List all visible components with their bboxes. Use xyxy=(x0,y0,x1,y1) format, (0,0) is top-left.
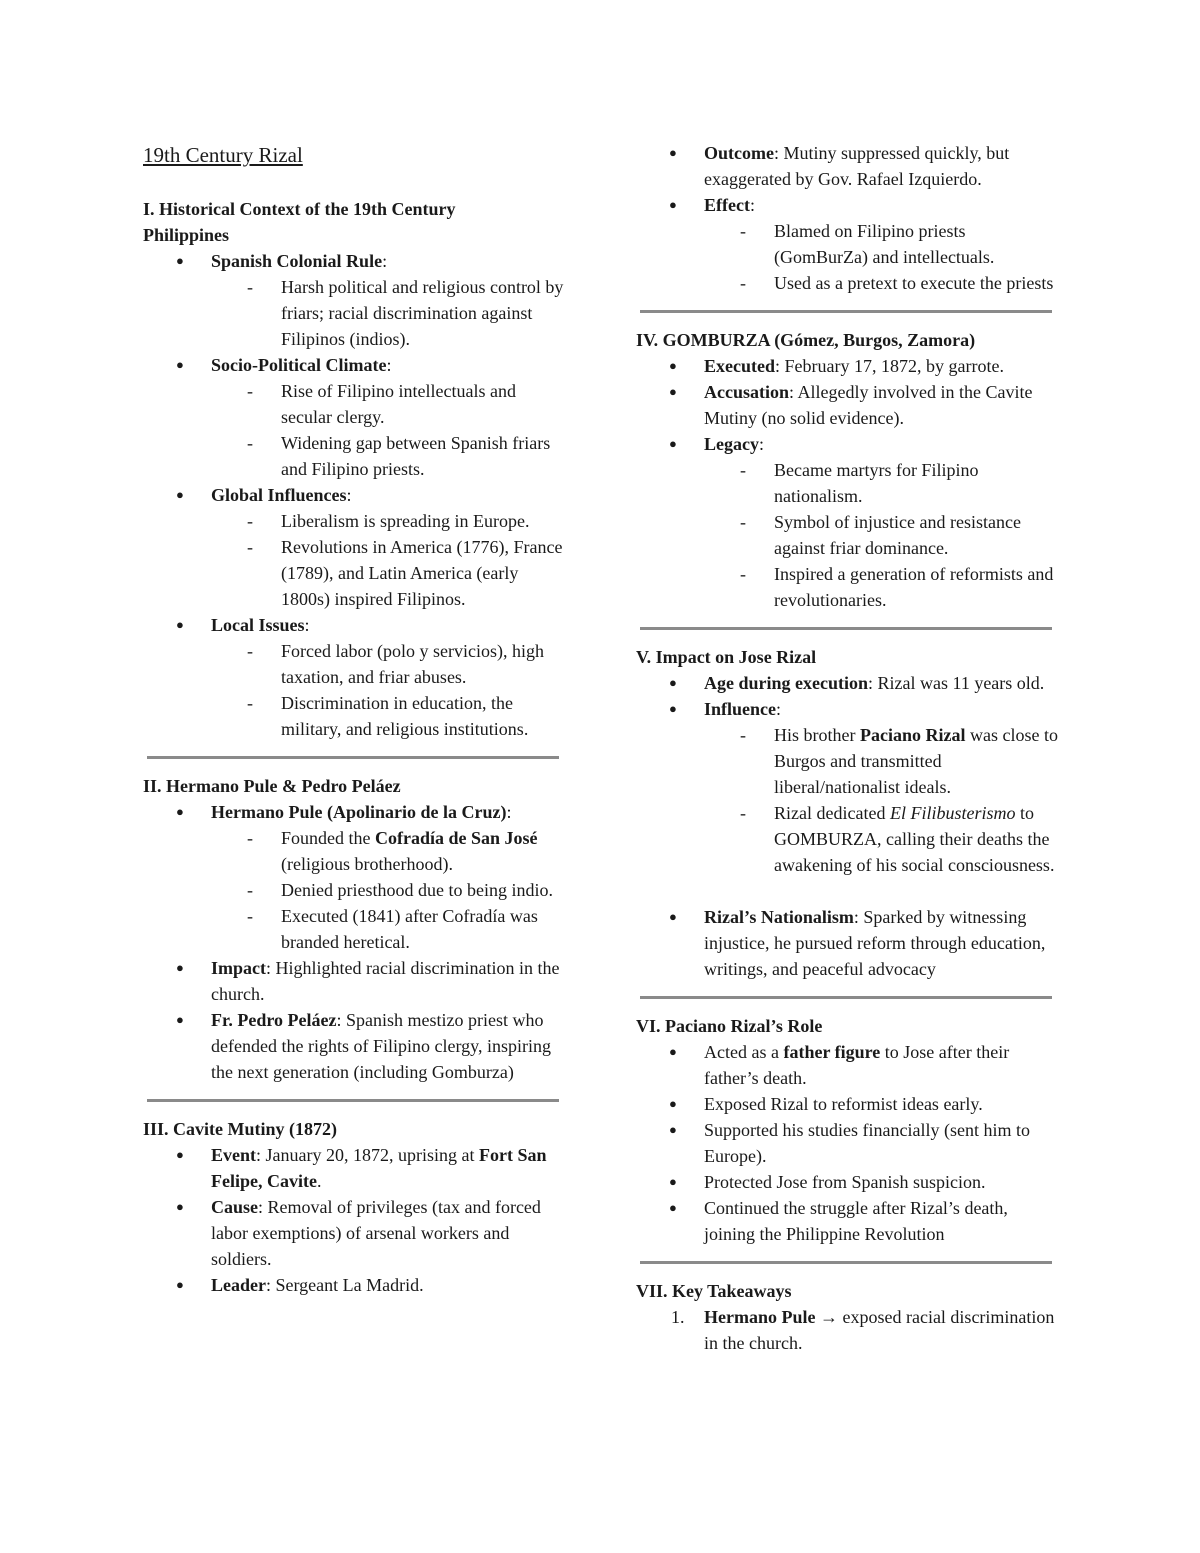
list-item xyxy=(143,1194,568,1272)
item-label: Global Influences xyxy=(211,485,347,505)
list-item xyxy=(636,379,1061,431)
section-3-title: III. Cavite Mutiny (1872) xyxy=(143,1119,337,1139)
document-title: 19th Century Rizal xyxy=(143,143,303,167)
sub-item: - Became martyrs for Filipino nationalism. xyxy=(636,457,1061,509)
item-text: : Highlighted racial discrimination in the church. xyxy=(211,958,560,1004)
sub-list xyxy=(211,378,568,482)
section-4-title: IV. GOMBURZA (Gómez, Burgos, Zamora) xyxy=(636,330,976,350)
list-item: ● Protected Jose from Spanish suspicion. xyxy=(636,1169,1061,1195)
section-4-list xyxy=(636,353,1061,613)
item-label: Age during execution xyxy=(704,673,868,693)
item-label: Local Issues xyxy=(211,615,305,635)
list-item xyxy=(636,904,1061,982)
sub-item: - Forced labor (polo y servicios), high taxation, and friar abuses. xyxy=(143,638,568,690)
list-item xyxy=(636,140,1061,192)
section-divider xyxy=(640,1261,1052,1264)
section-divider xyxy=(147,756,559,759)
section-3-list xyxy=(143,1142,568,1298)
sub-item: - Rise of Filipino intellectuals and secular clergy. xyxy=(143,378,568,430)
list-item: ● Global Influences: - Liberalism is spreading in Europe. - Revolutions in America (1776), France (1789), and Latin America (early 1800s) inspired Filipinos. xyxy=(143,482,568,612)
section-6-list xyxy=(636,1039,1061,1247)
sub-item xyxy=(636,722,1061,800)
sub-item-text: to GOMBURZA, calling their deaths the awakening of his social consciousness. xyxy=(774,803,1055,875)
list-item xyxy=(636,353,1061,379)
section-7-list xyxy=(636,1304,1061,1356)
sub-item: - Executed (1841) after Cofradía was branded heretical. xyxy=(143,903,568,955)
list-item: ● Local Issues: - Forced labor (polo y servicios), high taxation, and friar abuses. - Discrimination in education, the military, and religious institutions. xyxy=(143,612,568,742)
sub-item: - Widening gap between Spanish friars and Filipino priests. xyxy=(143,430,568,482)
item-text: : Removal of privileges (tax and forced labor exemptions) of arsenal workers and soldiers. xyxy=(211,1197,541,1269)
section-2-title: II. Hermano Pule & Pedro Peláez xyxy=(143,776,401,796)
list-item xyxy=(143,1007,568,1085)
list-item: ● Continued the struggle after Rizal’s death, joining the Philippine Revolution xyxy=(636,1195,1061,1247)
sub-item: - Liberalism is spreading in Europe. xyxy=(143,508,568,534)
list-item xyxy=(143,955,568,1007)
item-text: : Spanish mestizo priest who defended the rights of Filipino clergy, inspiring the next generation (including Gomburza) xyxy=(211,1010,551,1082)
list-item xyxy=(636,670,1061,696)
section-1-title xyxy=(143,196,568,248)
section-7-title: VII. Key Takeaways xyxy=(636,1281,792,1301)
list-item: ● Socio-Political Climate: - Rise of Filipino intellectuals and secular clergy. - Widening gap between Spanish friars and Filipino priests. xyxy=(143,352,568,482)
sub-list xyxy=(704,722,1061,878)
left-column xyxy=(143,140,568,1298)
section-6-title: VI. Paciano Rizal’s Role xyxy=(636,1016,823,1036)
section-2-list xyxy=(143,799,568,1085)
item-text: : Allegedly involved in the Cavite Mutiny (no solid evidence). xyxy=(704,382,1033,428)
list-item: ● Supported his studies financially (sent him to Europe). xyxy=(636,1117,1061,1169)
item-label: Socio-Political Climate xyxy=(211,355,387,375)
item-text: Acted as a xyxy=(704,1042,784,1062)
sub-item: - Discrimination in education, the military, and religious institutions. xyxy=(143,690,568,742)
item-label: Impact xyxy=(211,958,266,978)
item-text: : Mutiny suppressed quickly, but exaggerated by Gov. Rafael Izquierdo. xyxy=(704,143,1010,189)
item-text: to Jose after their father’s death. xyxy=(704,1042,1010,1088)
sub-list xyxy=(211,825,568,955)
sub-item-text: Rizal dedicated xyxy=(774,803,890,823)
section-divider xyxy=(147,1099,559,1102)
item-label: Hermano Pule (Apolinario de la Cruz) xyxy=(211,802,507,822)
sub-item-text: (religious brotherhood). xyxy=(281,854,453,874)
item-label: Outcome xyxy=(704,143,774,163)
list-item: ● Hermano Pule (Apolinario de la Cruz): - Founded the Cofradía de San José (religious brotherhood). - Denied priesthood due to being indio. - Executed (1841) after Cofradía was branded heretical. xyxy=(143,799,568,955)
item-label: Accusation xyxy=(704,382,789,402)
item-label: Event xyxy=(211,1145,256,1165)
right-column xyxy=(636,140,1061,1356)
section-divider xyxy=(640,310,1052,313)
sub-item: - Denied priesthood due to being indio. xyxy=(143,877,568,903)
list-item: ● Legacy: - Became martyrs for Filipino nationalism. - Symbol of injustice and resistance against friar dominance. - Inspired a generation of reformists and revolutionaries. xyxy=(636,431,1061,613)
sub-item: - Harsh political and religious control by friars; racial discrimination against Filipinos (indios). xyxy=(143,274,568,352)
sub-list xyxy=(211,638,568,742)
section-divider xyxy=(640,627,1052,630)
item-label: Cause xyxy=(211,1197,259,1217)
section-1-title-line1: I. Historical Context of the 19th Century xyxy=(143,199,456,219)
sub-item-bold: Cofradía de San José xyxy=(375,828,538,848)
sub-item: - Used as a pretext to execute the priests xyxy=(636,270,1061,296)
item-number: 1. xyxy=(671,1307,685,1327)
sub-item: - Blamed on Filipino priests (GomBurZa) and intellectuals. xyxy=(636,218,1061,270)
item-text: : February 17, 1872, by garrote. xyxy=(775,356,1004,376)
sub-item-text: Founded the xyxy=(281,828,375,848)
item-label: Legacy xyxy=(704,434,759,454)
section-1-title-line2: Philippines xyxy=(143,225,230,245)
sub-item: - Inspired a generation of reformists and revolutionaries. xyxy=(636,561,1061,613)
item-label: Fr. Pedro Peláez xyxy=(211,1010,337,1030)
sub-item-text: was close to Burgos and transmitted liberal/nationalist ideals. xyxy=(774,725,1058,797)
section-1-list xyxy=(143,248,568,742)
item-label: Rizal’s Nationalism xyxy=(704,907,854,927)
item-text: : Sergeant La Madrid. xyxy=(265,1275,424,1295)
list-item: ● Exposed Rizal to reformist ideas early. xyxy=(636,1091,1061,1117)
item-label: Effect xyxy=(704,195,750,215)
sub-item: - Revolutions in America (1776), France (1789), and Latin America (early 1800s) inspired Filipinos. xyxy=(143,534,568,612)
spacer xyxy=(636,878,1061,904)
sub-item-text: His brother xyxy=(774,725,860,745)
section-divider xyxy=(640,996,1052,999)
list-item xyxy=(636,1304,1061,1356)
list-item xyxy=(143,1142,568,1194)
item-label: Executed xyxy=(704,356,775,376)
sub-list xyxy=(211,508,568,612)
sub-item-italic: El Filibusterismo xyxy=(889,803,1016,823)
sub-item: - Symbol of injustice and resistance against friar dominance. xyxy=(636,509,1061,561)
list-item xyxy=(143,1272,568,1298)
sub-list xyxy=(211,274,568,352)
item-bold: Hermano Pule xyxy=(704,1307,816,1327)
section-5-list xyxy=(636,670,1061,878)
item-text: → exposed racial discrimination in the church. xyxy=(704,1307,1055,1353)
item-label: Spanish Colonial Rule xyxy=(211,251,383,271)
list-item xyxy=(636,1039,1061,1091)
item-text: : Sparked by witnessing injustice, he pursued reform through education, writings, and peaceful advocacy xyxy=(704,907,1046,979)
item-label: Leader xyxy=(211,1275,266,1295)
list-item: ● Influence: - His brother Paciano Rizal was close to Burgos and transmitted liberal/nationalist ideals. - Rizal dedicated El Filibusterismo to GOMBURZA, calling their deaths the awakening of his social consciousness. xyxy=(636,696,1061,878)
section-3-list-continued xyxy=(636,140,1061,296)
sub-item-bold: Paciano Rizal xyxy=(859,725,966,745)
sub-item xyxy=(143,825,568,877)
section-5-list-b xyxy=(636,904,1061,982)
item-text: : Rizal was 11 years old. xyxy=(868,673,1045,693)
sub-list xyxy=(704,457,1061,613)
list-item: ● Effect: - Blamed on Filipino priests (GomBurZa) and intellectuals. - Used as a pretext to execute the priests xyxy=(636,192,1061,296)
sub-item xyxy=(636,800,1061,878)
item-text: . xyxy=(316,1171,322,1191)
item-label: Influence xyxy=(704,699,776,719)
sub-list xyxy=(704,218,1061,296)
list-item: ● Spanish Colonial Rule: - Harsh political and religious control by friars; racial discrimination against Filipinos (indios). xyxy=(143,248,568,352)
section-5-title: V. Impact on Jose Rizal xyxy=(636,647,817,667)
item-bold: father figure xyxy=(783,1042,881,1062)
item-bold: Fort San Felipe, Cavite xyxy=(211,1145,547,1191)
item-text: : January 20, 1872, uprising at xyxy=(256,1145,479,1165)
